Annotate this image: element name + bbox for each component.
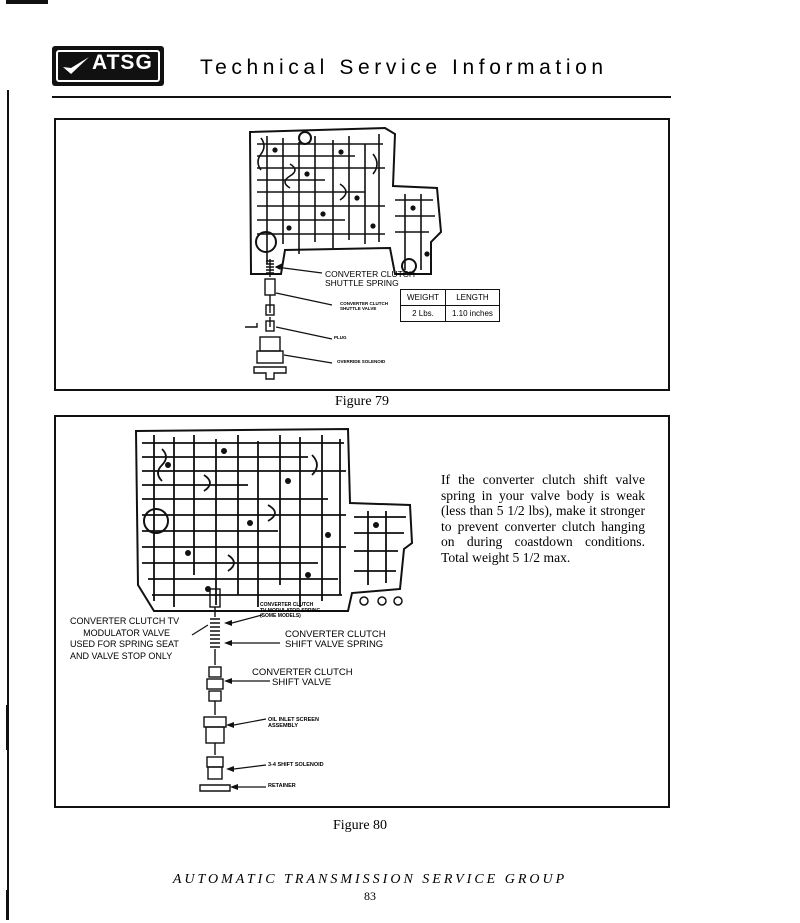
- label-override-solenoid: OVERRIDE SOLENOID: [337, 359, 386, 364]
- figure-79-caption: Figure 79: [335, 394, 390, 409]
- page-number: 83: [364, 889, 376, 903]
- spec-table-row: [401, 306, 500, 322]
- spec-table-header: [401, 290, 500, 306]
- figure-80-description: If the converter clutch shift valve spring in your valve body is weak (less than 5 1/2 lbs), make it stronger to prevent converter clutch hanging on during coastdown conditions. Total weight 5 1/2 max.: [441, 472, 645, 565]
- page-edge-mark: [6, 705, 9, 750]
- logo-text: ATSG: [92, 51, 153, 74]
- spec-cell-length: 1.10 inches: [446, 306, 500, 322]
- label-tv-modulator-spring: CONVERTER CLUTCH TV MODULATOR SPRING (SOME MODELS): [260, 602, 321, 619]
- label-plug: PLUG: [334, 335, 347, 340]
- spec-header-weight: WEIGHT: [401, 290, 446, 306]
- page-edge-line: [7, 90, 9, 890]
- atsg-logo: [52, 46, 164, 86]
- label-shuttle-spring: CONVERTER CLUTCH SHUTTLE SPRING: [325, 269, 416, 289]
- label-retainer: RETAINER: [268, 783, 296, 789]
- page-title: Technical Service Information: [200, 56, 608, 79]
- header-rule: [52, 96, 671, 98]
- footer-org: AUTOMATIC TRANSMISSION SERVICE GROUP: [172, 872, 568, 887]
- label-shift-valve: CONVERTER CLUTCH SHIFT VALVE: [252, 667, 353, 689]
- corner-mark: [6, 0, 48, 4]
- label-shuttle-valve: CONVERTER CLUTCH SHUTTLE VALVE: [340, 301, 388, 311]
- spec-cell-weight: 2 Lbs.: [401, 306, 446, 322]
- label-shift-valve-spring: CONVERTER CLUTCH SHIFT VALVE SPRING: [285, 629, 386, 651]
- spec-table: [400, 289, 500, 322]
- label-tv-modulator-valve: CONVERTER CLUTCH TV MODULATOR VALVE USED FOR SPRING SEAT AND VALVE STOP ONLY: [70, 616, 180, 661]
- label-shift-solenoid: 3-4 SHIFT SOLENOID: [268, 762, 324, 768]
- spec-header-length: LENGTH: [446, 290, 500, 306]
- figure-80-caption: Figure 80: [333, 818, 388, 833]
- checkmark-icon: [61, 55, 91, 77]
- label-oil-inlet-screen: OIL INLET SCREEN ASSEMBLY: [268, 717, 319, 730]
